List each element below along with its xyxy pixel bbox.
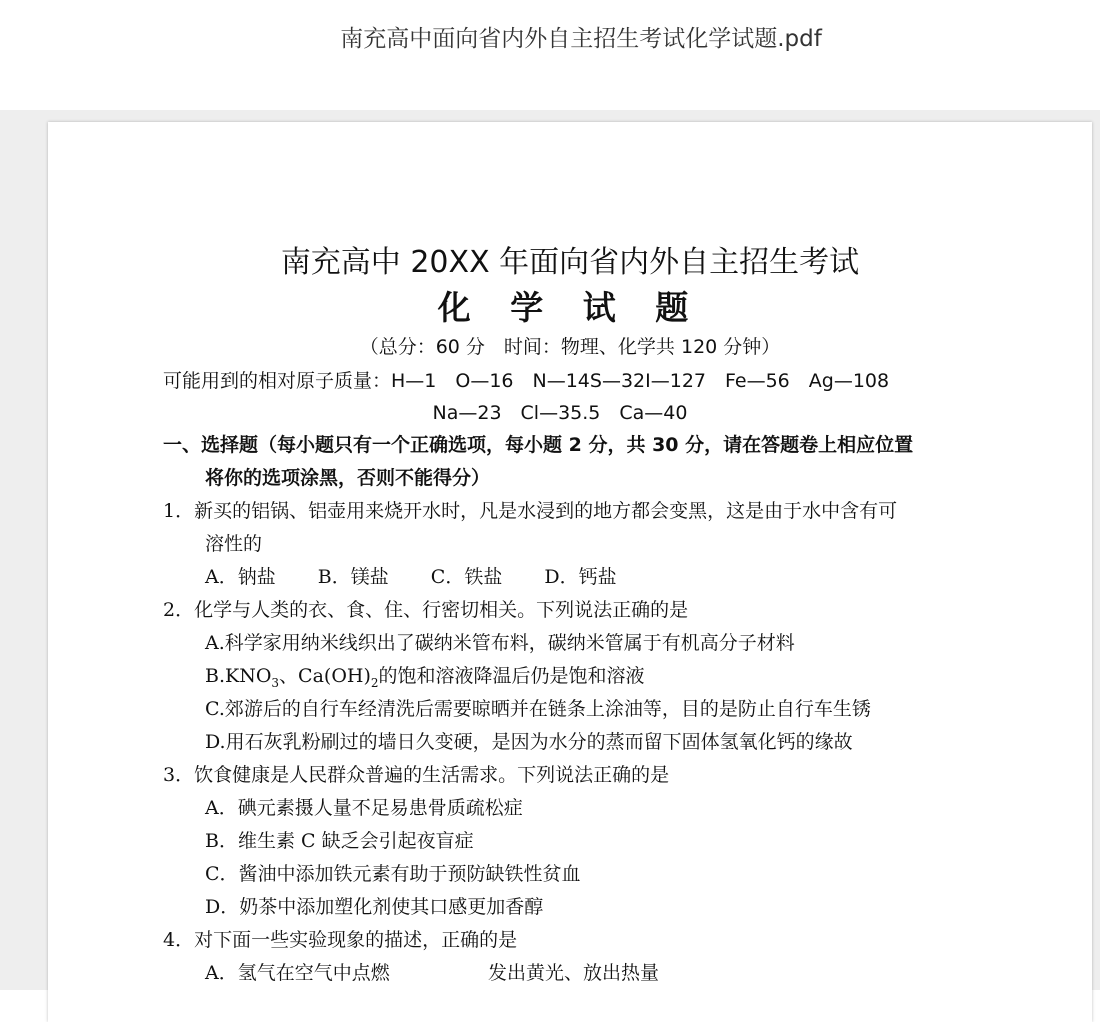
pdf-page bbox=[48, 122, 1092, 1022]
question-3-option-a: A．碘元素摄人量不足易患骨质疏松症 bbox=[205, 797, 523, 819]
exam-title: 南充高中 20XX 年面向省内外自主招生考试 bbox=[280, 245, 860, 280]
pdf-viewer-area[interactable] bbox=[0, 110, 1100, 990]
option-d: D．钙盐 bbox=[544, 566, 617, 588]
subscript: 2 bbox=[370, 675, 379, 690]
section-heading: 一、选择题（每小题只有一个正确选项，每小题 2 分，共 30 分，请在答题卷上相应位置 bbox=[163, 434, 914, 456]
question-2-option-a: A.科学家用纳米线织出了碳纳米管布料，碳纳米管属于有机高分子材料 bbox=[205, 632, 795, 654]
question-4-stem: 4．对下面一些实验现象的描述，正确的是 bbox=[163, 929, 518, 951]
exam-subtitle: （总分：60 分 时间：物理、化学共 120 分钟） bbox=[359, 336, 781, 358]
subject-title: 化 学 试 题 bbox=[437, 288, 703, 327]
question-1-stem: 1．新买的铝锅、铝壶用来烧开水时，凡是水浸到的地方都会变黑，这是由于水中含有可 bbox=[163, 500, 898, 522]
document-file-title: 南充高中面向省内外自主招生考试化学试题.pdf bbox=[340, 26, 822, 52]
question-3-option-b: B．维生素 C 缺乏会引起夜盲症 bbox=[205, 830, 474, 852]
question-3-option-d: D．奶茶中添加塑化剂使其口感更加香醇 bbox=[205, 896, 544, 918]
question-3-option-c: C．酱油中添加铁元素有助于预防缺铁性贫血 bbox=[205, 863, 581, 885]
option-b-mid: 、Ca(OH) bbox=[279, 665, 371, 687]
option-c: C．铁盐 bbox=[430, 566, 503, 588]
question-4-option-a: A．氢气在空气中点燃 bbox=[205, 962, 390, 984]
question-2-option-c: C.郊游后的自行车经清洗后需要晾晒并在链条上涂油等，目的是防止自行车生锈 bbox=[205, 698, 871, 720]
question-3-stem: 3．饮食健康是人民群众普遍的生活需求。下列说法正确的是 bbox=[163, 764, 670, 786]
option-b-suffix: 的饱和溶液降温后仍是饱和溶液 bbox=[378, 665, 645, 687]
question-2-option-d: D.用石灰乳粉刷过的墙日久变硬，是因为水分的蒸而留下固体氢氧化钙的缘故 bbox=[205, 731, 853, 753]
section-heading-cont: 将你的选项涂黑，否则不能得分） bbox=[205, 467, 491, 489]
question-2-stem: 2．化学与人类的衣、食、住、行密切相关。下列说法正确的是 bbox=[163, 599, 689, 621]
subscript: 3 bbox=[271, 675, 280, 690]
question-1-stem-cont: 溶性的 bbox=[205, 533, 263, 555]
atomic-mass-line-1: 可能用到的相对原子质量：H—1 O—16 N—14S—32I—127 Fe—56 Ag—108 bbox=[163, 370, 890, 392]
option-b-prefix: B.KNO bbox=[205, 665, 272, 687]
title-bar bbox=[0, 0, 1100, 110]
option-b: B．镁盐 bbox=[317, 566, 389, 588]
atomic-mass-line-2: Na—23 Cl—35.5 Ca—40 bbox=[432, 402, 688, 424]
option-a: A．钠盐 bbox=[205, 566, 276, 588]
question-4-option-a-result: 发出黄光、放出热量 bbox=[488, 962, 660, 984]
question-1-options bbox=[205, 562, 653, 589]
question-2-option-b bbox=[205, 661, 645, 690]
